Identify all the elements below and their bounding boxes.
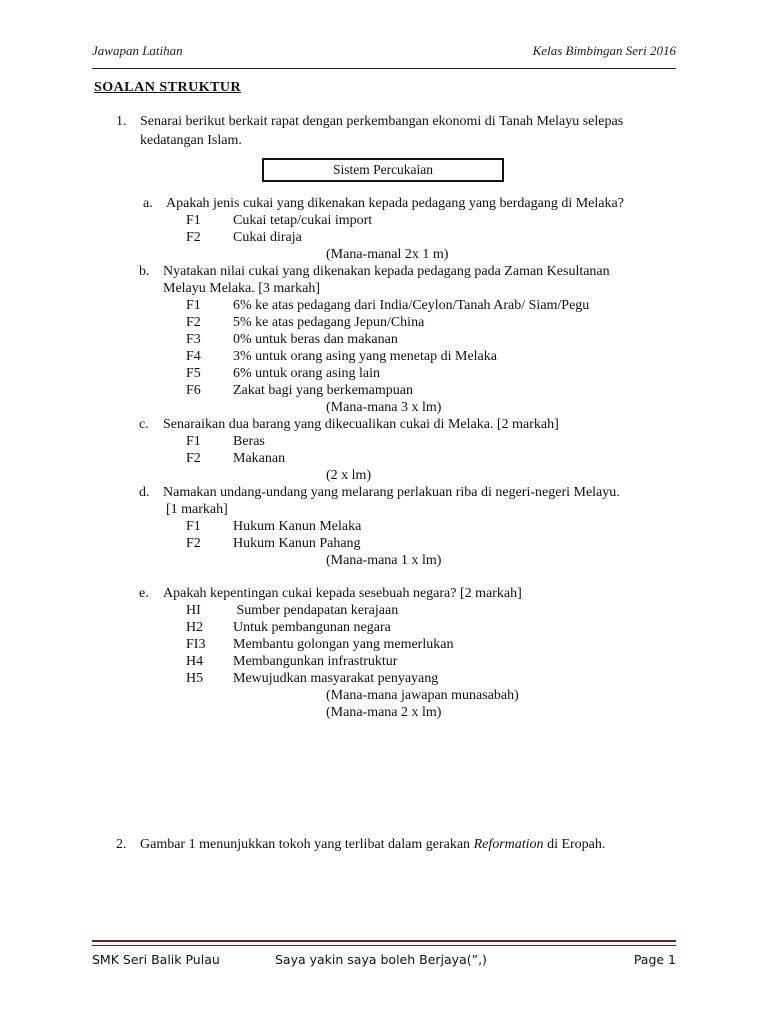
q1b-answer-code: F6 (186, 383, 201, 398)
q1e-answer-text: Membantu golongan yang memerlukan (233, 637, 454, 652)
header-divider (92, 68, 676, 69)
q1e-question: Apakah kepentingan cukai kepada sesebuah negara? [2 markah] (163, 586, 522, 601)
q1b-question-line1: Nyatakan nilai cukai yang dikenakan kepada pedagang pada Zaman Kesultanan (163, 264, 610, 279)
q1a-marks: (Mana-manal 2x 1 m) (326, 247, 449, 262)
q1-text-line2: kedatangan Islam. (140, 133, 242, 148)
q1e-answer-text: Membangunkan infrastruktur (233, 654, 398, 669)
q1c-answer-text: Makanan (233, 451, 286, 466)
q1b-answer-code: F2 (186, 315, 201, 330)
topic-box (262, 158, 504, 182)
q1a-answer-code: F1 (186, 213, 201, 228)
q1d-answer-text: Hukum Kanun Pahang (233, 536, 361, 551)
q1d-answer-code: F2 (186, 536, 201, 551)
q1b-answer-text: 0% untuk beras dan makanan (233, 332, 398, 347)
footer-school: SMK Seri Balik Pulau (92, 952, 220, 967)
q1e-marks-2: (Mana-mana 2 x lm) (326, 705, 442, 720)
q1e-answer-code: HI (186, 603, 201, 618)
footer-divider-thick (92, 940, 676, 942)
q1e-answer-code: H2 (186, 620, 204, 635)
q1c-letter: c. (139, 417, 149, 432)
q1e-answer-code: H5 (186, 671, 204, 686)
footer-motto: Saya yakin saya boleh Berjaya(”,) (275, 952, 487, 967)
q1b-answer-code: F5 (186, 366, 201, 381)
footer-page: Page 1 (633, 952, 676, 967)
q2-text-after: di Eropah. (543, 837, 606, 852)
q1d-marks: (Mana-mana 1 x lm) (326, 553, 442, 568)
q1a-answer-code: F2 (186, 230, 201, 245)
q1a-answer-text: Cukai diraja (233, 230, 302, 245)
q1b-answer-text: 6% ke atas pedagang dari India/Ceylon/Tanah Arab/ Siam/Pegu (233, 298, 590, 313)
q1d-answer-text: Hukum Kanun Melaka (233, 519, 362, 534)
q1a-question: Apakah jenis cukai yang dikenakan kepada pedagang yang berdagang di Melaka? (166, 196, 624, 211)
q1b-letter: b. (139, 264, 150, 279)
q1b-answer-code: F4 (186, 349, 201, 364)
q2-text-italic: Reformation (473, 837, 544, 852)
q1d-answer-code: F1 (186, 519, 201, 534)
q1a-answer-text: Cukai tetap/cukai import (233, 213, 373, 228)
q1e-answer-text: Untuk pembangunan negara (233, 620, 391, 635)
q1-text-line1: Senarai berikut berkait rapat dengan perkembangan ekonomi di Tanah Melayu selepas (140, 114, 624, 129)
q1c-answer-code: F2 (186, 451, 201, 466)
q1e-answer-code: FI3 (186, 637, 206, 652)
q1b-question-line2: Melayu Melaka. [3 markah] (163, 281, 321, 296)
q1b-answer-text: 5% ke atas pedagang Jepun/China (233, 315, 425, 330)
header-right: Kelas Bimbingan Seri 2016 (532, 43, 676, 58)
q1c-answer-text: Beras (233, 434, 265, 449)
q1d-question-line2: [1 markah] (166, 502, 228, 517)
q1c-question: Senaraikan dua barang yang dikecualikan cukai di Melaka. [2 markah] (163, 417, 559, 432)
q1b-marks: (Mana-mana 3 x lm) (326, 400, 442, 415)
q1a-letter: a. (143, 196, 153, 211)
q1b-answer-code: F3 (186, 332, 201, 347)
q1c-marks: (2 x lm) (326, 468, 372, 483)
q2-text-before: Gambar 1 menunjukkan tokoh yang terlibat dalam gerakan (140, 837, 474, 852)
q1b-answer-text: 3% untuk orang asing yang menetap di Melaka (233, 349, 497, 364)
footer-divider-thin (92, 945, 676, 946)
q1b-answer-text: Zakat bagi yang berkemampuan (233, 383, 413, 398)
q1c-answer-code: F1 (186, 434, 201, 449)
q1e-letter: e. (139, 586, 149, 601)
q2-text (140, 836, 605, 853)
q2-number: 2. (116, 837, 127, 852)
q1b-answer-code: F1 (186, 298, 201, 313)
q1e-marks-1: (Mana-mana jawapan munasabah) (326, 688, 519, 703)
q1e-answer-text: Sumber pendapatan kerajaan (233, 603, 399, 618)
topic-box-label: Sistem Percukaian (332, 162, 434, 177)
q1d-letter: d. (139, 485, 150, 500)
q1e-answer-code: H4 (186, 654, 204, 669)
q1b-answer-text: 6% untuk orang asing lain (233, 366, 380, 381)
q1-number: 1. (116, 114, 127, 129)
q1e-answer-text: Mewujudkan masyarakat penyayang (233, 671, 439, 686)
q1d-question-line1: Namakan undang-undang yang melarang perlakuan riba di negeri-negeri Melayu. (163, 485, 620, 500)
section-title: SOALAN STRUKTUR (94, 80, 242, 95)
header-left: Jawapan Latihan (92, 43, 183, 58)
